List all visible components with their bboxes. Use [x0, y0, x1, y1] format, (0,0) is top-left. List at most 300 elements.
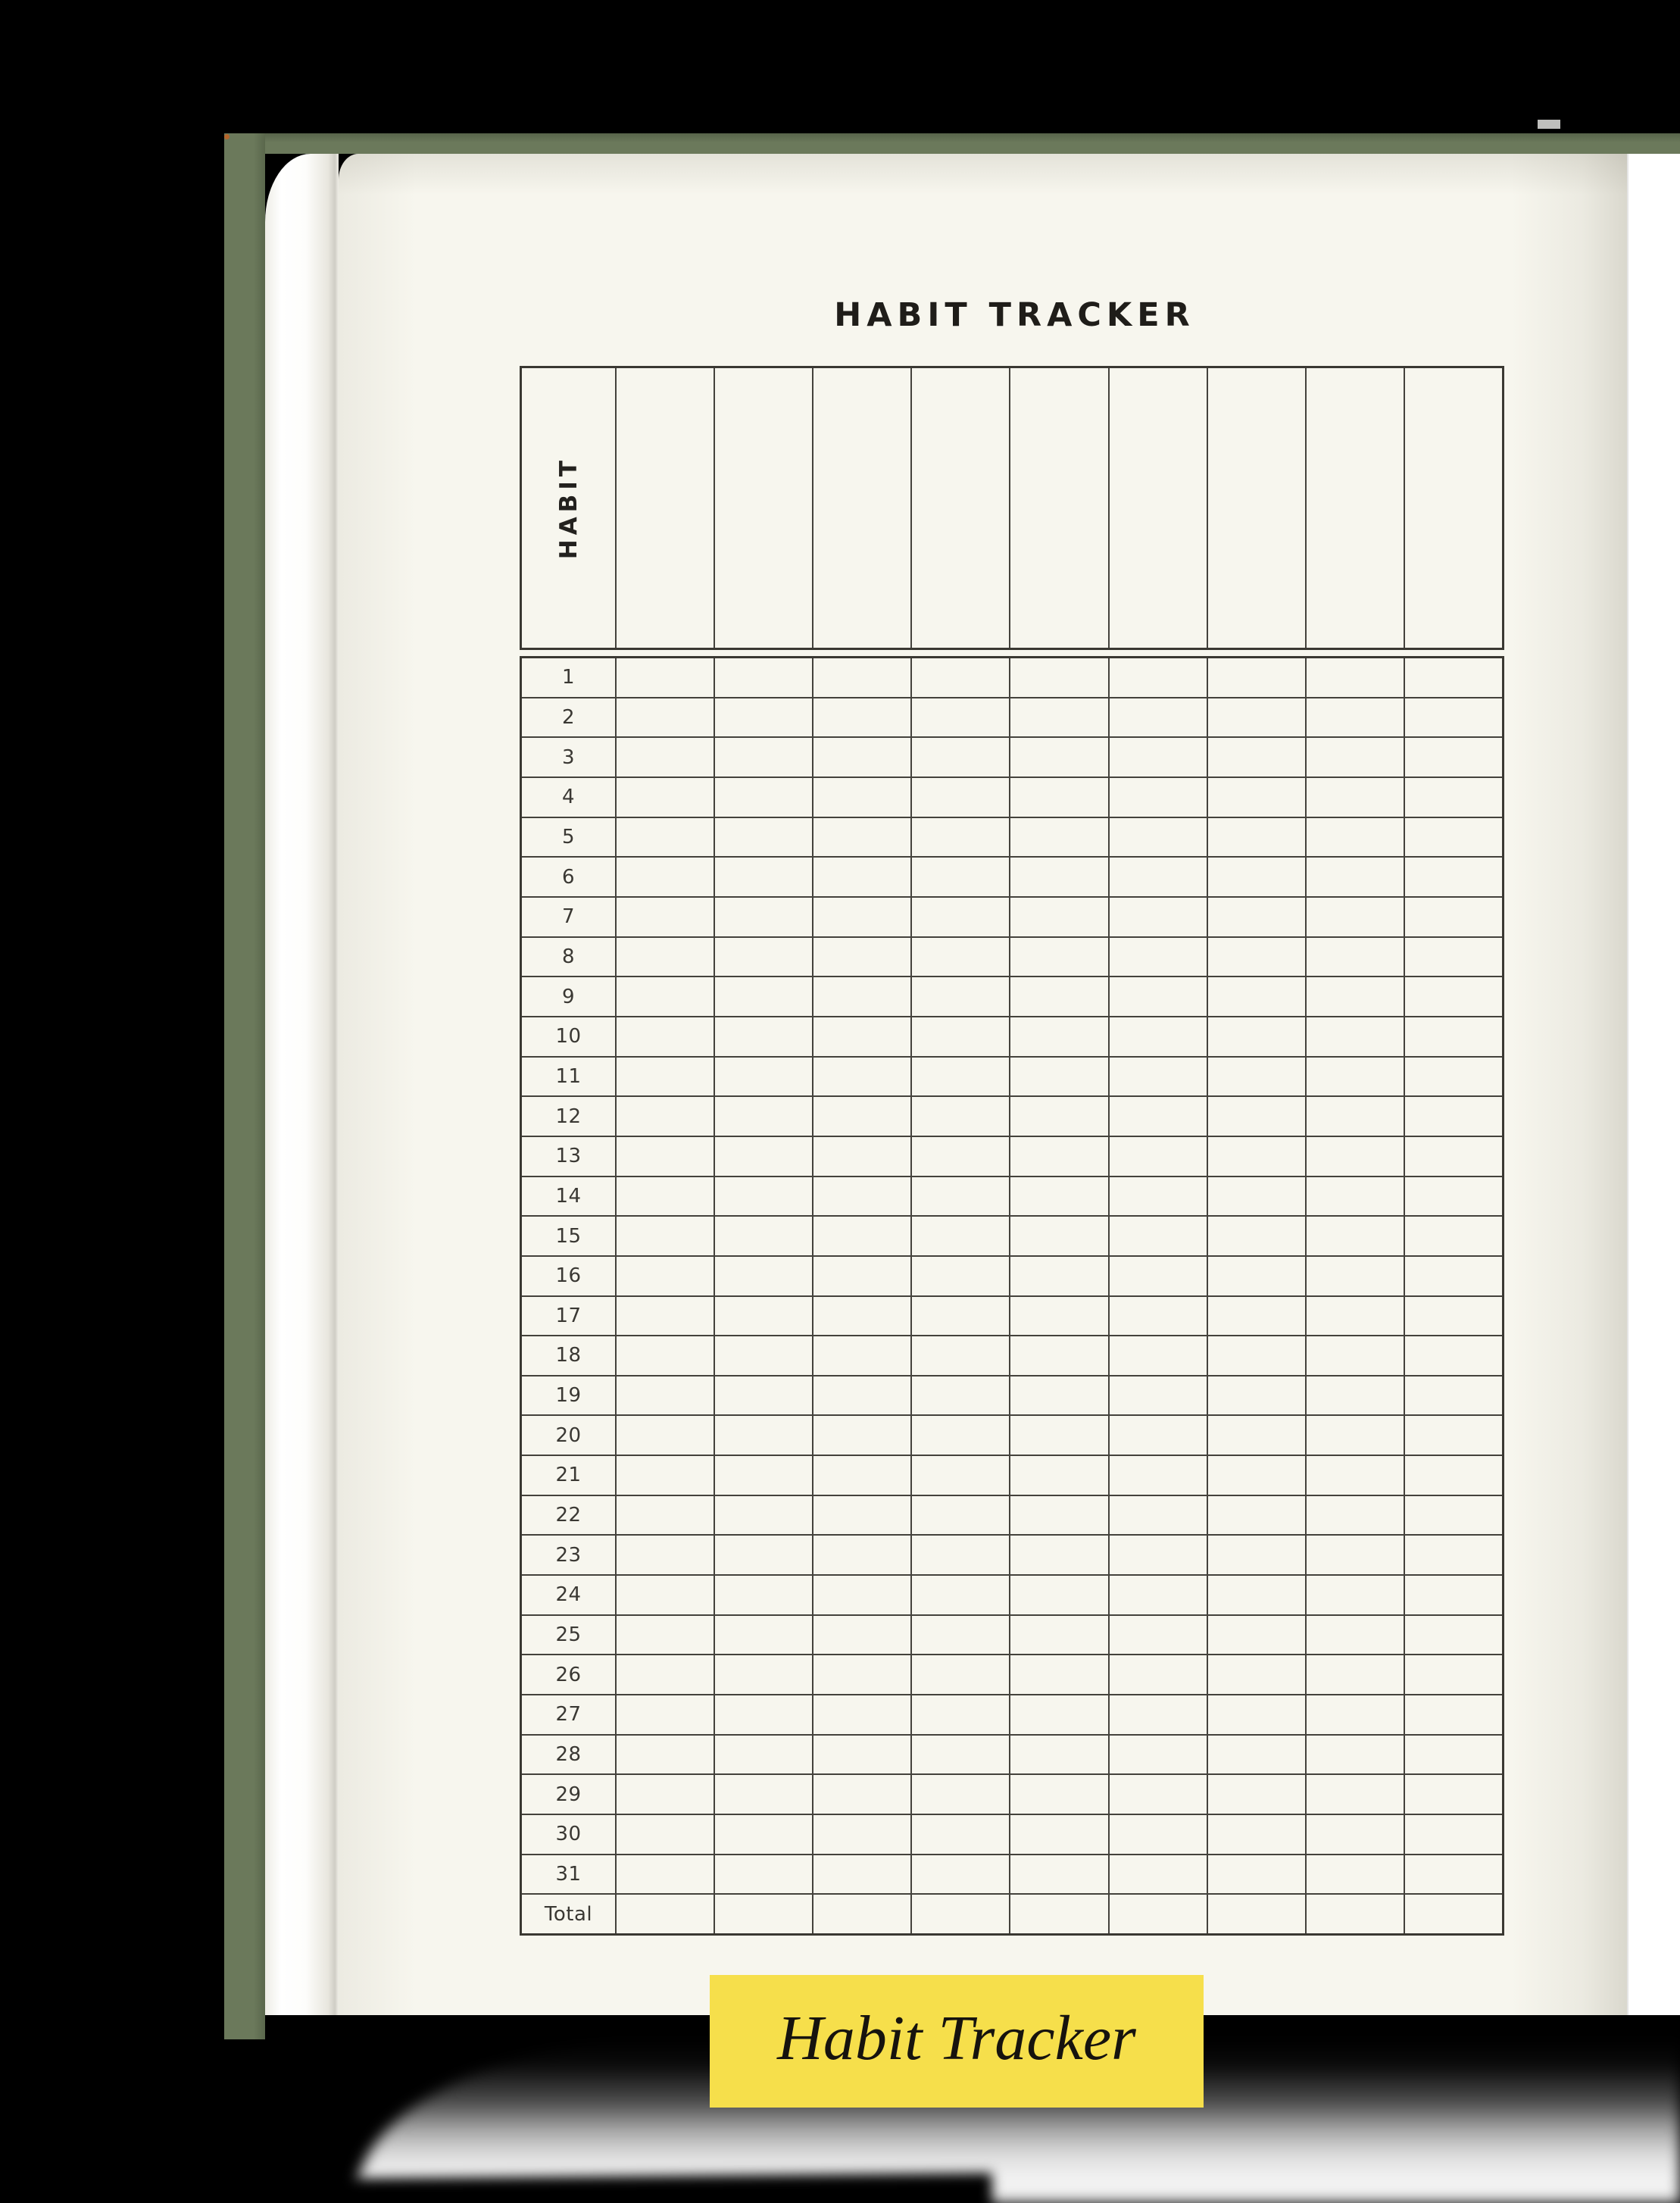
habit-check-cell — [1009, 1017, 1107, 1056]
table-row — [522, 1654, 1502, 1694]
habit-check-cell — [615, 1536, 714, 1574]
habit-check-cell — [1305, 1416, 1404, 1455]
habit-check-cell — [1305, 1695, 1404, 1734]
habit-check-cell — [1305, 1496, 1404, 1535]
habit-check-cell — [1207, 1815, 1305, 1854]
habit-check-cell — [910, 698, 1009, 737]
habit-check-cell — [615, 1177, 714, 1216]
habit-check-cell — [1207, 1177, 1305, 1216]
habit-check-cell — [1404, 1576, 1502, 1614]
habit-check-cell — [1108, 1496, 1207, 1535]
table-row — [522, 777, 1502, 817]
day-number-cell — [522, 858, 615, 896]
habit-check-cell — [1009, 1257, 1107, 1295]
habit-check-cell — [812, 1336, 910, 1375]
habit-check-cell — [1009, 818, 1107, 857]
table-row — [522, 1136, 1502, 1176]
habit-check-cell — [1009, 738, 1107, 777]
day-number-cell — [522, 1376, 615, 1415]
day-number-cell — [522, 1177, 615, 1216]
day-number: 24 — [555, 1583, 582, 1607]
habit-check-cell — [714, 1576, 812, 1614]
habit-check-cell — [714, 778, 812, 817]
habit-check-cell — [1207, 738, 1305, 777]
habit-check-cell — [1207, 818, 1305, 857]
habit-check-cell — [1404, 1376, 1502, 1415]
day-number-cell — [522, 1815, 615, 1854]
habit-check-cell — [1404, 1336, 1502, 1375]
habit-check-cell — [1009, 1336, 1107, 1375]
table-row — [522, 1375, 1502, 1415]
habit-check-cell — [615, 1017, 714, 1056]
day-number: 16 — [555, 1264, 582, 1288]
habit-check-cell — [714, 977, 812, 1016]
day-number: 25 — [555, 1623, 582, 1647]
habit-name-column — [1207, 368, 1305, 648]
table-row — [522, 1534, 1502, 1574]
habit-check-cell — [714, 898, 812, 936]
habit-check-cell — [714, 1895, 812, 1933]
habit-check-cell — [1207, 1217, 1305, 1255]
table-row — [522, 1734, 1502, 1774]
habit-check-cell — [1305, 1058, 1404, 1096]
habit-check-cell — [1404, 1137, 1502, 1176]
habit-check-cell — [714, 1456, 812, 1495]
habit-check-cell — [1009, 1097, 1107, 1136]
table-row — [522, 736, 1502, 777]
habit-check-cell — [910, 1416, 1009, 1455]
habit-check-cell — [1108, 1097, 1207, 1136]
habit-check-cell — [812, 738, 910, 777]
day-number: 14 — [555, 1184, 582, 1208]
habit-check-cell — [1404, 1815, 1502, 1854]
day-number: 29 — [555, 1783, 582, 1806]
habit-check-cell — [615, 1336, 714, 1375]
habit-check-cell — [812, 1536, 910, 1574]
day-number: 8 — [561, 945, 576, 968]
habit-check-cell — [910, 1536, 1009, 1574]
habit-check-cell — [910, 1895, 1009, 1933]
day-number-cell — [522, 778, 615, 817]
table-row — [522, 1215, 1502, 1255]
habit-check-cell — [1108, 1895, 1207, 1933]
habit-check-cell — [910, 1456, 1009, 1495]
day-number: 22 — [555, 1504, 582, 1527]
habit-check-cell — [615, 1695, 714, 1734]
habit-check-cell — [1305, 1736, 1404, 1774]
habit-check-cell — [1305, 1576, 1404, 1614]
habit-check-cell — [1305, 1137, 1404, 1176]
habit-check-cell — [1009, 1736, 1107, 1774]
day-number: 7 — [561, 905, 576, 929]
habit-check-cell — [714, 1137, 812, 1176]
day-number: 10 — [555, 1025, 582, 1048]
habit-check-cell — [910, 1496, 1009, 1535]
habit-check-cell — [615, 778, 714, 817]
habit-check-cell — [1404, 698, 1502, 737]
day-number-cell — [522, 1297, 615, 1336]
habit-check-cell — [1009, 1775, 1107, 1814]
day-number-cell — [522, 1217, 615, 1255]
table-row — [522, 896, 1502, 936]
day-number-cell — [522, 658, 615, 697]
habit-check-cell — [812, 1137, 910, 1176]
habit-check-cell — [1305, 1376, 1404, 1415]
habit-check-cell — [910, 818, 1009, 857]
habit-check-cell — [910, 1217, 1009, 1255]
habit-check-cell — [1009, 1496, 1107, 1535]
habit-check-cell — [1404, 1017, 1502, 1056]
total-label-cell — [522, 1895, 615, 1933]
habit-check-cell — [1009, 1456, 1107, 1495]
habit-check-cell — [1207, 1895, 1305, 1933]
habit-check-cell — [1305, 778, 1404, 817]
habit-check-cell — [910, 1855, 1009, 1894]
table-row — [522, 1495, 1502, 1535]
table-row — [522, 1574, 1502, 1614]
day-number-cell — [522, 1576, 615, 1614]
habit-check-cell — [1108, 1297, 1207, 1336]
habit-check-cell — [615, 1097, 714, 1136]
habit-check-cell — [812, 698, 910, 737]
habit-check-cell — [1108, 1017, 1207, 1056]
habit-check-cell — [714, 658, 812, 697]
habit-check-cell — [1009, 1895, 1107, 1933]
habit-check-cell — [615, 1416, 714, 1455]
day-number: 15 — [555, 1224, 582, 1248]
table-row — [522, 1056, 1502, 1096]
habit-check-cell — [1305, 698, 1404, 737]
habit-check-cell — [1207, 1456, 1305, 1495]
habit-check-cell — [1009, 1695, 1107, 1734]
habit-check-cell — [615, 698, 714, 737]
day-number-cell — [522, 977, 615, 1016]
table-row — [522, 817, 1502, 857]
day-number: 18 — [555, 1344, 582, 1367]
habit-check-cell — [1108, 1576, 1207, 1614]
habit-check-cell — [1207, 1695, 1305, 1734]
habit-check-cell — [1305, 858, 1404, 896]
habit-check-cell — [1207, 698, 1305, 737]
habit-check-cell — [615, 658, 714, 697]
habit-check-cell — [1108, 977, 1207, 1016]
day-number-cell — [522, 1257, 615, 1295]
habit-check-cell — [714, 1416, 812, 1455]
habit-check-cell — [1108, 1336, 1207, 1375]
habit-check-cell — [1404, 1536, 1502, 1574]
day-number-cell — [522, 1616, 615, 1655]
habit-check-cell — [615, 1895, 714, 1933]
habit-check-cell — [615, 1655, 714, 1694]
day-number-cell — [522, 1097, 615, 1136]
habit-check-cell — [910, 1137, 1009, 1176]
table-row — [522, 856, 1502, 896]
habit-check-cell — [1009, 898, 1107, 936]
habit-check-cell — [615, 1736, 714, 1774]
day-number-cell — [522, 1416, 615, 1455]
habit-check-cell — [1009, 858, 1107, 896]
table-row — [522, 1176, 1502, 1216]
book-cover-top-edge — [224, 133, 1680, 154]
day-number: 20 — [555, 1423, 582, 1447]
habit-check-cell — [812, 938, 910, 977]
day-number: 23 — [555, 1543, 582, 1567]
day-number: 28 — [555, 1743, 582, 1767]
habit-check-cell — [1404, 1257, 1502, 1295]
table-row — [522, 1016, 1502, 1056]
habit-check-cell — [1404, 738, 1502, 777]
habit-check-cell — [615, 1815, 714, 1854]
habit-check-cell — [910, 1616, 1009, 1655]
habit-name-column — [1009, 368, 1107, 648]
habit-check-cell — [1108, 938, 1207, 977]
day-number: 12 — [555, 1105, 582, 1128]
habit-check-cell — [1009, 658, 1107, 697]
table-row — [522, 1814, 1502, 1854]
habit-check-cell — [1207, 658, 1305, 697]
habit-check-cell — [714, 1775, 812, 1814]
habit-check-cell — [812, 1496, 910, 1535]
habit-check-cell — [1404, 658, 1502, 697]
day-number: 13 — [555, 1145, 582, 1168]
habit-check-cell — [1108, 1855, 1207, 1894]
habit-check-cell — [910, 1257, 1009, 1295]
habit-check-cell — [1108, 1695, 1207, 1734]
table-row — [522, 1295, 1502, 1336]
habit-check-cell — [1404, 1297, 1502, 1336]
habit-check-cell — [1207, 1137, 1305, 1176]
habit-check-cell — [1305, 1895, 1404, 1933]
table-row — [522, 976, 1502, 1016]
day-number: 21 — [555, 1464, 582, 1487]
habit-check-cell — [1404, 1855, 1502, 1894]
habit-check-cell — [910, 1177, 1009, 1216]
habit-check-cell — [812, 658, 910, 697]
habit-check-cell — [714, 1855, 812, 1894]
table-row — [522, 1414, 1502, 1455]
habit-check-cell — [812, 1177, 910, 1216]
cover-corner-speck — [224, 134, 230, 139]
habit-check-cell — [1404, 977, 1502, 1016]
habit-check-cell — [615, 1775, 714, 1814]
habit-check-cell — [1108, 1815, 1207, 1854]
habit-check-cell — [1207, 858, 1305, 896]
habit-check-cell — [812, 1217, 910, 1255]
habit-check-cell — [714, 1058, 812, 1096]
habit-check-cell — [812, 1416, 910, 1455]
habit-check-cell — [615, 1137, 714, 1176]
habit-check-cell — [615, 858, 714, 896]
table-row — [522, 697, 1502, 737]
day-number-cell — [522, 1496, 615, 1535]
habit-check-cell — [714, 1097, 812, 1136]
habit-check-cell — [1305, 1815, 1404, 1854]
habit-check-cell — [1207, 898, 1305, 936]
habit-check-cell — [910, 1058, 1009, 1096]
habit-check-cell — [1404, 818, 1502, 857]
habit-check-cell — [1305, 977, 1404, 1016]
habit-check-cell — [812, 1297, 910, 1336]
habit-check-cell — [812, 977, 910, 1016]
habit-check-cell — [1207, 1097, 1305, 1136]
habit-check-cell — [714, 1217, 812, 1255]
habit-check-cell — [910, 898, 1009, 936]
habit-check-cell — [1404, 1177, 1502, 1216]
habit-check-cell — [1207, 1655, 1305, 1694]
top-right-speck — [1538, 120, 1560, 129]
day-number-cell — [522, 1336, 615, 1375]
habit-check-cell — [714, 1536, 812, 1574]
habit-check-cell — [1305, 738, 1404, 777]
table-row — [522, 1854, 1502, 1894]
habit-check-cell — [1404, 1775, 1502, 1814]
habit-check-cell — [714, 1177, 812, 1216]
habit-check-cell — [1404, 1695, 1502, 1734]
habit-check-cell — [615, 1855, 714, 1894]
habit-check-cell — [615, 1217, 714, 1255]
table-row — [522, 1095, 1502, 1136]
habit-check-cell — [1009, 778, 1107, 817]
habit-check-cell — [910, 1376, 1009, 1415]
habit-check-cell — [1108, 1217, 1207, 1255]
habit-check-cell — [812, 1895, 910, 1933]
habit-check-cell — [1207, 1017, 1305, 1056]
habit-check-cell — [1305, 1616, 1404, 1655]
table-row — [522, 1335, 1502, 1375]
day-number: 4 — [561, 786, 576, 809]
habit-check-cell — [1108, 1456, 1207, 1495]
habit-check-cell — [1305, 1097, 1404, 1136]
habit-check-cell — [910, 778, 1009, 817]
habit-check-cell — [1108, 1058, 1207, 1096]
habit-check-cell — [910, 1576, 1009, 1614]
day-number: 17 — [555, 1304, 582, 1327]
habit-check-cell — [812, 1855, 910, 1894]
habit-check-cell — [1009, 698, 1107, 737]
habit-name-column — [1305, 368, 1404, 648]
day-number: 2 — [561, 705, 576, 729]
habit-check-cell — [714, 1376, 812, 1415]
habit-check-cell — [1009, 938, 1107, 977]
day-number-cell — [522, 1775, 615, 1814]
habit-check-cell — [1305, 898, 1404, 936]
habit-check-cell — [1009, 1217, 1107, 1255]
habit-check-cell — [1108, 1416, 1207, 1455]
habit-check-cell — [1305, 818, 1404, 857]
habit-check-cell — [1207, 977, 1305, 1016]
habit-check-cell — [714, 1257, 812, 1295]
bottom-shadow-bar — [0, 2173, 992, 2203]
habit-check-cell — [1404, 1058, 1502, 1096]
habit-check-cell — [1108, 898, 1207, 936]
habit-check-cell — [1108, 658, 1207, 697]
habit-check-cell — [1207, 1496, 1305, 1535]
book-cover-spine — [224, 133, 265, 2039]
habit-check-cell — [910, 1775, 1009, 1814]
habit-check-cell — [1207, 1576, 1305, 1614]
day-number-cell — [522, 818, 615, 857]
habit-check-cell — [1108, 1376, 1207, 1415]
total-row — [522, 1893, 1502, 1933]
habit-check-cell — [1404, 1097, 1502, 1136]
habit-check-cell — [615, 1058, 714, 1096]
tracker-header-row — [520, 366, 1504, 650]
habit-check-cell — [1305, 1855, 1404, 1894]
habit-check-cell — [910, 1336, 1009, 1375]
table-row — [522, 658, 1502, 697]
habit-check-cell — [1207, 1376, 1305, 1415]
habit-check-cell — [812, 818, 910, 857]
habit-check-cell — [1108, 1775, 1207, 1814]
habit-check-cell — [1207, 1855, 1305, 1894]
habit-check-cell — [1305, 1297, 1404, 1336]
habit-check-cell — [1108, 1257, 1207, 1295]
habit-check-cell — [1009, 1616, 1107, 1655]
habit-check-cell — [1305, 1655, 1404, 1694]
habit-check-cell — [1108, 698, 1207, 737]
habit-check-cell — [615, 1257, 714, 1295]
habit-check-cell — [1305, 1536, 1404, 1574]
habit-check-cell — [1009, 1416, 1107, 1455]
habit-name-column — [1404, 368, 1502, 648]
habit-check-cell — [1009, 1855, 1107, 1894]
habit-check-cell — [1108, 738, 1207, 777]
habit-check-cell — [910, 858, 1009, 896]
habit-check-cell — [714, 858, 812, 896]
habit-check-cell — [910, 938, 1009, 977]
habit-check-cell — [615, 898, 714, 936]
habit-check-cell — [812, 1616, 910, 1655]
habit-check-cell — [1108, 1177, 1207, 1216]
habit-check-cell — [714, 698, 812, 737]
table-row — [522, 1694, 1502, 1734]
day-number-cell — [522, 1456, 615, 1495]
habit-check-cell — [714, 1017, 812, 1056]
habit-check-cell — [812, 1097, 910, 1136]
day-number-cell — [522, 1695, 615, 1734]
habit-check-cell — [1207, 778, 1305, 817]
day-number: 6 — [561, 865, 576, 889]
habit-check-cell — [1009, 1655, 1107, 1694]
day-number-cell — [522, 1137, 615, 1176]
habit-check-cell — [1108, 1536, 1207, 1574]
habit-check-cell — [812, 1058, 910, 1096]
habit-check-cell — [812, 1456, 910, 1495]
table-row — [522, 1255, 1502, 1295]
day-number-cell — [522, 1536, 615, 1574]
habit-check-cell — [615, 938, 714, 977]
habit-check-cell — [1009, 1137, 1107, 1176]
habit-check-cell — [1404, 1895, 1502, 1933]
day-number: 11 — [555, 1064, 582, 1088]
day-number: 31 — [555, 1863, 582, 1886]
habit-check-cell — [1404, 1736, 1502, 1774]
habit-check-cell — [615, 738, 714, 777]
habit-check-cell — [615, 1496, 714, 1535]
habit-check-cell — [615, 1456, 714, 1495]
habit-check-cell — [1009, 1536, 1107, 1574]
habit-check-cell — [1305, 1217, 1404, 1255]
habit-check-cell — [1404, 938, 1502, 977]
table-row — [522, 1614, 1502, 1655]
habit-name-column — [812, 368, 910, 648]
habit-check-cell — [714, 1815, 812, 1854]
habit-check-cell — [714, 1297, 812, 1336]
habit-check-cell — [1009, 977, 1107, 1016]
habit-check-cell — [910, 1815, 1009, 1854]
habit-header-cell — [522, 368, 615, 648]
habit-check-cell — [910, 1695, 1009, 1734]
